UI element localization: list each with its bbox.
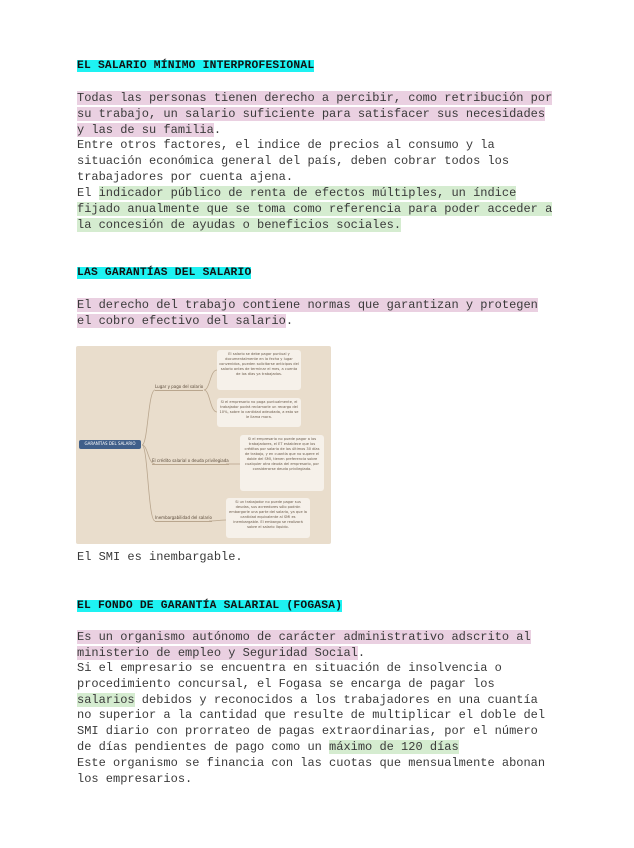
mindmap-branch-1: Lugar y pago del salario xyxy=(155,384,204,389)
smi-paragraph-2: Entre otros factores, el indice de precios al consumo y la situación económica general del país, deben cobrar todos los trabajadores por cuenta ajena. xyxy=(77,138,510,184)
fogasa-paragraph-2: Si el empresario se encuentra en situación de insolvencia o procedimiento concursal, el Fogasa se encarga de pagar los salarios debidos y reconocidos a los trabajadores en una cuantía no superior a la cantidad que resulte de multiplicar el doble del SMI diario con prorrateo de pagas extraordinarias, por el número de días pendientes de pago como un máximo de 120 días xyxy=(77,661,546,754)
mindmap-branch-2: El crédito salarial o deuda privilegiada xyxy=(152,458,229,463)
fogasa-heading: EL FONDO DE GARANTÍA SALARIAL (FOGASA) xyxy=(77,600,343,612)
garantias-heading: LAS GARANTÍAS DEL SALARIO xyxy=(77,267,252,279)
mindmap-note-4: Si un trabajador no puede pagar sus deudas, sus acreedores sólo podrán embargarle una parte del salario, ya que la cantidad equivalente al SMI es inembargable. El embargo se realizará sobre el salario líquido. xyxy=(226,498,310,538)
smi-heading: EL SALARIO MÍNIMO INTERPROFESIONAL xyxy=(77,60,315,72)
mindmap-note-3: Si el empresario no puede pagar a los trabajadores, el ET establece que los créditos por salario de los últimos 30 días de trabajo, y en cuantía que no supere el doble del SMI, tienen preferencia sobre cualquier otra deuda del empresario, por considerarse deuda privilegiada. xyxy=(240,435,324,491)
garantias-mindmap xyxy=(76,346,331,544)
mindmap-note-2: Si el empresario no paga puntualmente, el trabajador podrá reclamarle un recargo del 10%, sobre la cantidad adeudada, a esto se le llama mora. xyxy=(217,398,301,427)
smi-paragraph-3: El indicador público de renta de efectos múltiples, un índice fijado anualmente que se toma como referencia para poder acceder a la concesión de ayudas o beneficios sociales. xyxy=(77,186,553,232)
fogasa-paragraph-1: Es un organismo autónomo de carácter administrativo adscrito al ministerio de empleo y Seguridad Social. xyxy=(77,630,531,660)
garantias-caption: El SMI es inembargable. xyxy=(77,550,243,564)
mindmap-branch-3: Inembargabilidad del salario xyxy=(155,515,212,520)
fogasa-paragraph-3: Este organismo se financia con las cuotas que mensualmente abonan los empresarios. xyxy=(77,756,546,786)
smi-paragraph-1: Todas las personas tienen derecho a percibir, como retribución por su trabajo, un salario suficiente para satisfacer sus necesidades y las de su familia. xyxy=(77,91,553,137)
mindmap-root: GARANTÍAS DEL SALARIO xyxy=(79,440,141,449)
mindmap-note-1: El salario se debe pagar puntual y documentalmente en la fecha y lugar convenidos, pueden solicitarse anticipos del salario antes de terminar el mes, a cuenta de los días ya trabajados. xyxy=(217,350,301,390)
garantias-paragraph-1: El derecho del trabajo contiene normas que garantizan y protegen el cobro efectivo del salario. xyxy=(77,298,538,328)
